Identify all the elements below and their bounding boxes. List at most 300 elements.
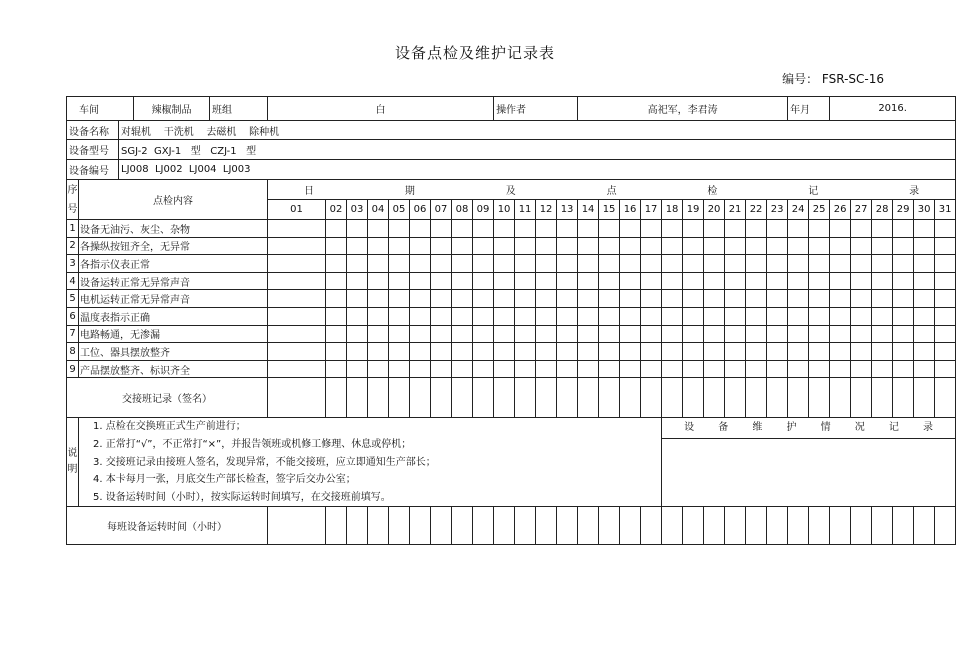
check-cell[interactable]	[872, 307, 893, 325]
check-cell[interactable]	[746, 343, 767, 361]
check-cell[interactable]	[268, 343, 326, 361]
check-cell[interactable]	[662, 290, 683, 308]
operator-value[interactable]: 高祀军，李君涛	[578, 97, 788, 121]
check-cell[interactable]	[830, 307, 851, 325]
runtime-cell[interactable]	[268, 507, 326, 545]
signature-cell[interactable]	[767, 378, 788, 418]
check-cell[interactable]	[578, 220, 599, 238]
signature-cell[interactable]	[536, 378, 557, 418]
check-cell[interactable]	[368, 360, 389, 378]
check-cell[interactable]	[683, 272, 704, 290]
check-cell[interactable]	[851, 237, 872, 255]
check-cell[interactable]	[536, 343, 557, 361]
check-cell[interactable]	[851, 255, 872, 273]
check-cell[interactable]	[704, 220, 725, 238]
check-cell[interactable]	[578, 255, 599, 273]
signature-cell[interactable]	[431, 378, 452, 418]
check-cell[interactable]	[683, 237, 704, 255]
runtime-cell[interactable]	[935, 507, 956, 545]
check-cell[interactable]	[536, 255, 557, 273]
check-cell[interactable]	[767, 237, 788, 255]
check-cell[interactable]	[809, 325, 830, 343]
check-cell[interactable]	[788, 272, 809, 290]
check-cell[interactable]	[809, 220, 830, 238]
check-cell[interactable]	[268, 325, 326, 343]
check-cell[interactable]	[662, 307, 683, 325]
check-cell[interactable]	[830, 272, 851, 290]
check-cell[interactable]	[578, 272, 599, 290]
signature-cell[interactable]	[683, 378, 704, 418]
runtime-cell[interactable]	[431, 507, 452, 545]
check-cell[interactable]	[389, 272, 410, 290]
check-cell[interactable]	[851, 307, 872, 325]
check-cell[interactable]	[830, 290, 851, 308]
check-cell[interactable]	[557, 343, 578, 361]
check-cell[interactable]	[830, 343, 851, 361]
check-cell[interactable]	[452, 360, 473, 378]
check-cell[interactable]	[809, 360, 830, 378]
check-cell[interactable]	[410, 237, 431, 255]
check-cell[interactable]	[767, 343, 788, 361]
signature-cell[interactable]	[599, 378, 620, 418]
check-cell[interactable]	[851, 325, 872, 343]
check-cell[interactable]	[725, 272, 746, 290]
check-cell[interactable]	[473, 290, 494, 308]
check-cell[interactable]	[347, 343, 368, 361]
check-cell[interactable]	[620, 237, 641, 255]
check-cell[interactable]	[893, 255, 914, 273]
check-cell[interactable]	[368, 343, 389, 361]
check-cell[interactable]	[683, 325, 704, 343]
check-cell[interactable]	[872, 237, 893, 255]
check-cell[interactable]	[620, 307, 641, 325]
check-cell[interactable]	[410, 325, 431, 343]
check-cell[interactable]	[725, 237, 746, 255]
check-cell[interactable]	[599, 237, 620, 255]
check-cell[interactable]	[767, 307, 788, 325]
runtime-cell[interactable]	[683, 507, 704, 545]
check-cell[interactable]	[662, 220, 683, 238]
check-cell[interactable]	[389, 237, 410, 255]
runtime-cell[interactable]	[326, 507, 347, 545]
check-cell[interactable]	[410, 343, 431, 361]
check-cell[interactable]	[473, 325, 494, 343]
check-cell[interactable]	[935, 360, 956, 378]
check-cell[interactable]	[914, 360, 935, 378]
check-cell[interactable]	[431, 307, 452, 325]
check-cell[interactable]	[599, 307, 620, 325]
check-cell[interactable]	[599, 343, 620, 361]
check-cell[interactable]	[578, 360, 599, 378]
check-cell[interactable]	[494, 290, 515, 308]
signature-cell[interactable]	[410, 378, 431, 418]
check-cell[interactable]	[452, 272, 473, 290]
runtime-cell[interactable]	[452, 507, 473, 545]
check-cell[interactable]	[473, 360, 494, 378]
check-cell[interactable]	[452, 237, 473, 255]
check-cell[interactable]	[268, 307, 326, 325]
equipment-number-value[interactable]: LJ008 LJ002 LJ004 LJ003	[119, 160, 956, 180]
runtime-cell[interactable]	[599, 507, 620, 545]
check-cell[interactable]	[557, 290, 578, 308]
check-cell[interactable]	[515, 307, 536, 325]
check-cell[interactable]	[536, 220, 557, 238]
check-cell[interactable]	[830, 237, 851, 255]
check-cell[interactable]	[662, 360, 683, 378]
check-cell[interactable]	[410, 255, 431, 273]
check-cell[interactable]	[725, 290, 746, 308]
check-cell[interactable]	[268, 237, 326, 255]
check-cell[interactable]	[410, 360, 431, 378]
signature-cell[interactable]	[746, 378, 767, 418]
check-cell[interactable]	[683, 343, 704, 361]
signature-cell[interactable]	[452, 378, 473, 418]
check-cell[interactable]	[431, 360, 452, 378]
check-cell[interactable]	[368, 272, 389, 290]
check-cell[interactable]	[515, 237, 536, 255]
check-cell[interactable]	[515, 360, 536, 378]
signature-cell[interactable]	[662, 378, 683, 418]
check-cell[interactable]	[641, 290, 662, 308]
check-cell[interactable]	[368, 290, 389, 308]
check-cell[interactable]	[494, 272, 515, 290]
runtime-cell[interactable]	[557, 507, 578, 545]
check-cell[interactable]	[389, 360, 410, 378]
check-cell[interactable]	[431, 325, 452, 343]
equipment-name-value[interactable]: 对辊机 干洗机 去磁机 除种机	[119, 121, 956, 140]
runtime-cell[interactable]	[641, 507, 662, 545]
check-cell[interactable]	[494, 325, 515, 343]
check-cell[interactable]	[788, 237, 809, 255]
check-cell[interactable]	[473, 220, 494, 238]
runtime-cell[interactable]	[368, 507, 389, 545]
maintenance-entry-area[interactable]	[662, 439, 955, 506]
check-cell[interactable]	[788, 325, 809, 343]
check-cell[interactable]	[452, 325, 473, 343]
check-cell[interactable]	[746, 325, 767, 343]
check-cell[interactable]	[557, 237, 578, 255]
check-cell[interactable]	[935, 343, 956, 361]
check-cell[interactable]	[788, 307, 809, 325]
runtime-cell[interactable]	[914, 507, 935, 545]
check-cell[interactable]	[767, 290, 788, 308]
check-cell[interactable]	[494, 237, 515, 255]
check-cell[interactable]	[893, 307, 914, 325]
check-cell[interactable]	[935, 220, 956, 238]
check-cell[interactable]	[809, 255, 830, 273]
check-cell[interactable]	[515, 272, 536, 290]
check-cell[interactable]	[893, 360, 914, 378]
check-cell[interactable]	[893, 237, 914, 255]
check-cell[interactable]	[872, 325, 893, 343]
check-cell[interactable]	[473, 343, 494, 361]
check-cell[interactable]	[746, 237, 767, 255]
check-cell[interactable]	[268, 255, 326, 273]
check-cell[interactable]	[746, 290, 767, 308]
team-value[interactable]: 白	[268, 97, 494, 121]
check-cell[interactable]	[578, 290, 599, 308]
check-cell[interactable]	[410, 290, 431, 308]
check-cell[interactable]	[473, 307, 494, 325]
signature-cell[interactable]	[830, 378, 851, 418]
check-cell[interactable]	[347, 360, 368, 378]
check-cell[interactable]	[515, 290, 536, 308]
signature-cell[interactable]	[494, 378, 515, 418]
check-cell[interactable]	[599, 360, 620, 378]
check-cell[interactable]	[494, 220, 515, 238]
runtime-cell[interactable]	[809, 507, 830, 545]
check-cell[interactable]	[389, 290, 410, 308]
check-cell[interactable]	[578, 325, 599, 343]
check-cell[interactable]	[767, 255, 788, 273]
check-cell[interactable]	[599, 325, 620, 343]
check-cell[interactable]	[851, 343, 872, 361]
check-cell[interactable]	[326, 220, 347, 238]
runtime-cell[interactable]	[620, 507, 641, 545]
check-cell[interactable]	[326, 272, 347, 290]
check-cell[interactable]	[641, 360, 662, 378]
runtime-cell[interactable]	[389, 507, 410, 545]
check-cell[interactable]	[704, 360, 725, 378]
check-cell[interactable]	[641, 343, 662, 361]
equipment-model-value[interactable]: SGJ-2 GXJ-1 型 CZJ-1 型	[119, 140, 956, 160]
signature-cell[interactable]	[389, 378, 410, 418]
check-cell[interactable]	[914, 272, 935, 290]
check-cell[interactable]	[389, 307, 410, 325]
check-cell[interactable]	[368, 237, 389, 255]
runtime-cell[interactable]	[704, 507, 725, 545]
check-cell[interactable]	[662, 272, 683, 290]
check-cell[interactable]	[914, 220, 935, 238]
check-cell[interactable]	[494, 360, 515, 378]
check-cell[interactable]	[515, 325, 536, 343]
runtime-cell[interactable]	[851, 507, 872, 545]
check-cell[interactable]	[368, 307, 389, 325]
check-cell[interactable]	[347, 255, 368, 273]
signature-cell[interactable]	[704, 378, 725, 418]
runtime-cell[interactable]	[830, 507, 851, 545]
runtime-cell[interactable]	[767, 507, 788, 545]
check-cell[interactable]	[788, 360, 809, 378]
check-cell[interactable]	[872, 272, 893, 290]
check-cell[interactable]	[746, 272, 767, 290]
check-cell[interactable]	[809, 343, 830, 361]
check-cell[interactable]	[347, 237, 368, 255]
check-cell[interactable]	[536, 360, 557, 378]
check-cell[interactable]	[536, 325, 557, 343]
check-cell[interactable]	[620, 343, 641, 361]
signature-cell[interactable]	[809, 378, 830, 418]
check-cell[interactable]	[389, 325, 410, 343]
check-cell[interactable]	[872, 290, 893, 308]
check-cell[interactable]	[268, 360, 326, 378]
runtime-cell[interactable]	[578, 507, 599, 545]
check-cell[interactable]	[620, 220, 641, 238]
check-cell[interactable]	[452, 343, 473, 361]
check-cell[interactable]	[662, 237, 683, 255]
check-cell[interactable]	[452, 255, 473, 273]
check-cell[interactable]	[767, 360, 788, 378]
check-cell[interactable]	[809, 290, 830, 308]
check-cell[interactable]	[431, 343, 452, 361]
check-cell[interactable]	[788, 343, 809, 361]
check-cell[interactable]	[641, 272, 662, 290]
check-cell[interactable]	[326, 255, 347, 273]
signature-cell[interactable]	[872, 378, 893, 418]
check-cell[interactable]	[935, 307, 956, 325]
check-cell[interactable]	[452, 220, 473, 238]
check-cell[interactable]	[494, 255, 515, 273]
check-cell[interactable]	[872, 360, 893, 378]
check-cell[interactable]	[536, 272, 557, 290]
signature-cell[interactable]	[893, 378, 914, 418]
check-cell[interactable]	[389, 343, 410, 361]
check-cell[interactable]	[641, 255, 662, 273]
check-cell[interactable]	[326, 343, 347, 361]
check-cell[interactable]	[893, 325, 914, 343]
check-cell[interactable]	[662, 255, 683, 273]
check-cell[interactable]	[641, 307, 662, 325]
check-cell[interactable]	[830, 325, 851, 343]
check-cell[interactable]	[557, 220, 578, 238]
check-cell[interactable]	[641, 237, 662, 255]
yearmonth-value[interactable]: 2016.	[830, 97, 956, 121]
check-cell[interactable]	[851, 290, 872, 308]
signature-cell[interactable]	[326, 378, 347, 418]
check-cell[interactable]	[389, 255, 410, 273]
signature-cell[interactable]	[914, 378, 935, 418]
check-cell[interactable]	[725, 220, 746, 238]
runtime-cell[interactable]	[410, 507, 431, 545]
check-cell[interactable]	[536, 290, 557, 308]
check-cell[interactable]	[599, 220, 620, 238]
signature-cell[interactable]	[935, 378, 956, 418]
check-cell[interactable]	[557, 307, 578, 325]
signature-cell[interactable]	[578, 378, 599, 418]
runtime-cell[interactable]	[536, 507, 557, 545]
check-cell[interactable]	[347, 307, 368, 325]
check-cell[interactable]	[347, 272, 368, 290]
check-cell[interactable]	[410, 307, 431, 325]
check-cell[interactable]	[326, 307, 347, 325]
check-cell[interactable]	[347, 325, 368, 343]
signature-cell[interactable]	[268, 378, 326, 418]
check-cell[interactable]	[389, 220, 410, 238]
check-cell[interactable]	[914, 237, 935, 255]
check-cell[interactable]	[368, 325, 389, 343]
check-cell[interactable]	[830, 255, 851, 273]
check-cell[interactable]	[557, 360, 578, 378]
check-cell[interactable]	[536, 237, 557, 255]
check-cell[interactable]	[599, 272, 620, 290]
check-cell[interactable]	[788, 290, 809, 308]
check-cell[interactable]	[788, 255, 809, 273]
check-cell[interactable]	[683, 360, 704, 378]
check-cell[interactable]	[557, 272, 578, 290]
check-cell[interactable]	[431, 220, 452, 238]
check-cell[interactable]	[704, 255, 725, 273]
check-cell[interactable]	[704, 343, 725, 361]
check-cell[interactable]	[599, 290, 620, 308]
check-cell[interactable]	[431, 237, 452, 255]
check-cell[interactable]	[914, 307, 935, 325]
workshop-value[interactable]: 辣椒制品	[134, 97, 210, 121]
check-cell[interactable]	[683, 307, 704, 325]
check-cell[interactable]	[578, 307, 599, 325]
check-cell[interactable]	[641, 325, 662, 343]
check-cell[interactable]	[872, 220, 893, 238]
check-cell[interactable]	[935, 272, 956, 290]
check-cell[interactable]	[872, 343, 893, 361]
check-cell[interactable]	[268, 220, 326, 238]
check-cell[interactable]	[578, 343, 599, 361]
check-cell[interactable]	[347, 290, 368, 308]
check-cell[interactable]	[536, 307, 557, 325]
check-cell[interactable]	[410, 220, 431, 238]
check-cell[interactable]	[683, 290, 704, 308]
check-cell[interactable]	[830, 220, 851, 238]
check-cell[interactable]	[683, 220, 704, 238]
runtime-cell[interactable]	[473, 507, 494, 545]
signature-cell[interactable]	[515, 378, 536, 418]
check-cell[interactable]	[620, 272, 641, 290]
signature-cell[interactable]	[557, 378, 578, 418]
check-cell[interactable]	[893, 220, 914, 238]
check-cell[interactable]	[746, 220, 767, 238]
check-cell[interactable]	[431, 272, 452, 290]
check-cell[interactable]	[767, 325, 788, 343]
check-cell[interactable]	[746, 307, 767, 325]
check-cell[interactable]	[914, 325, 935, 343]
check-cell[interactable]	[935, 255, 956, 273]
check-cell[interactable]	[725, 360, 746, 378]
check-cell[interactable]	[851, 220, 872, 238]
check-cell[interactable]	[494, 343, 515, 361]
check-cell[interactable]	[893, 343, 914, 361]
check-cell[interactable]	[268, 290, 326, 308]
check-cell[interactable]	[809, 237, 830, 255]
check-cell[interactable]	[914, 343, 935, 361]
check-cell[interactable]	[578, 237, 599, 255]
check-cell[interactable]	[914, 255, 935, 273]
check-cell[interactable]	[641, 220, 662, 238]
check-cell[interactable]	[662, 325, 683, 343]
check-cell[interactable]	[704, 307, 725, 325]
check-cell[interactable]	[809, 307, 830, 325]
check-cell[interactable]	[851, 272, 872, 290]
runtime-cell[interactable]	[515, 507, 536, 545]
check-cell[interactable]	[851, 360, 872, 378]
check-cell[interactable]	[431, 255, 452, 273]
signature-cell[interactable]	[851, 378, 872, 418]
runtime-cell[interactable]	[746, 507, 767, 545]
check-cell[interactable]	[515, 220, 536, 238]
check-cell[interactable]	[515, 255, 536, 273]
check-cell[interactable]	[473, 237, 494, 255]
check-cell[interactable]	[746, 255, 767, 273]
check-cell[interactable]	[704, 290, 725, 308]
signature-cell[interactable]	[347, 378, 368, 418]
check-cell[interactable]	[767, 220, 788, 238]
signature-cell[interactable]	[725, 378, 746, 418]
signature-cell[interactable]	[368, 378, 389, 418]
check-cell[interactable]	[725, 307, 746, 325]
check-cell[interactable]	[326, 325, 347, 343]
check-cell[interactable]	[725, 255, 746, 273]
check-cell[interactable]	[704, 272, 725, 290]
check-cell[interactable]	[914, 290, 935, 308]
check-cell[interactable]	[326, 290, 347, 308]
